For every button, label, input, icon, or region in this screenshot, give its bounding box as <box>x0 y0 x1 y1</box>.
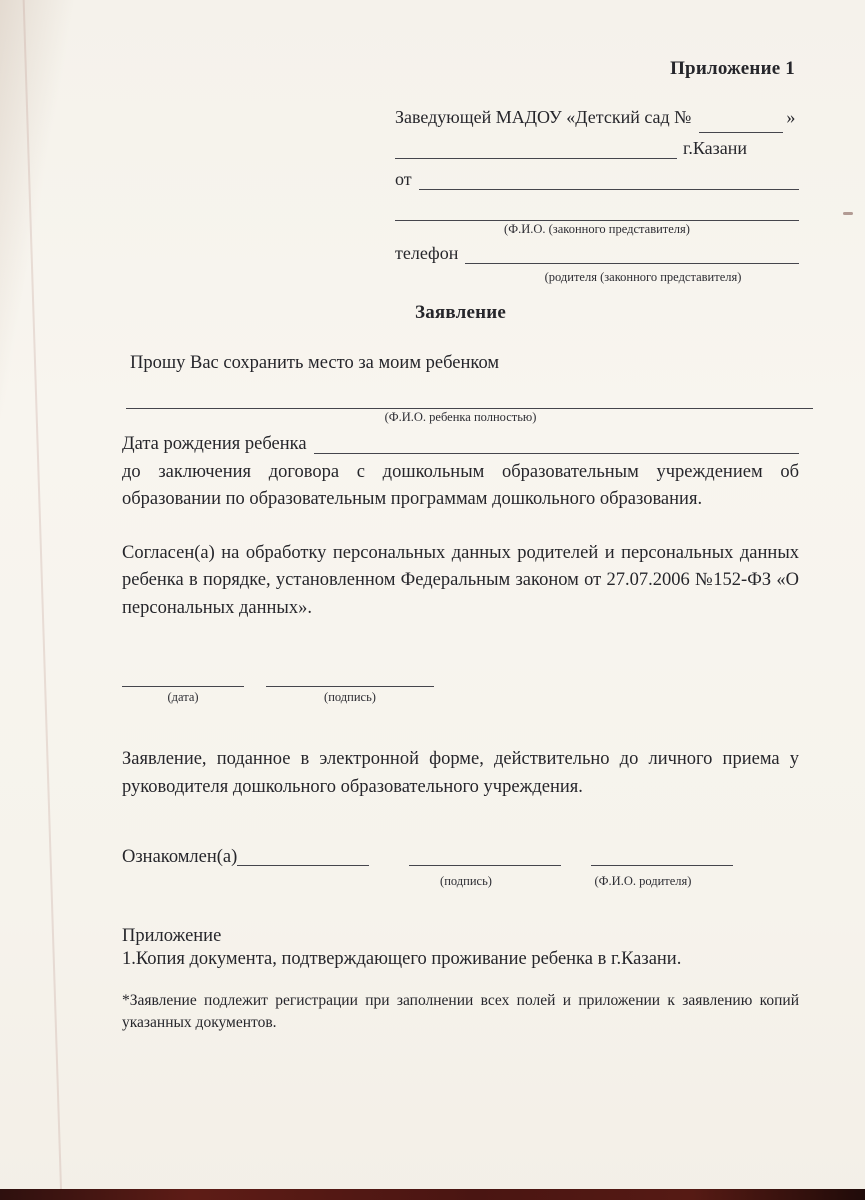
phone-label: телефон <box>395 243 459 263</box>
appendix-label: Приложение 1 <box>670 58 795 79</box>
date-caption: (дата) <box>167 690 199 704</box>
scan-edge-artifact <box>22 0 64 1200</box>
attachment-item: 1.Копия документа, подтверждающего проживание ребенка в г.Казани. <box>122 949 682 969</box>
applicant-fio-caption: (Ф.И.О. (законного представителя) <box>504 222 690 236</box>
birth-date-blank <box>314 448 799 454</box>
until-paragraph: до заключения договора с дошкольным образовательным учреждением об образовании по образовательным программам дошкольного образования. <box>122 461 799 509</box>
scan-dash-artifact <box>843 212 853 215</box>
addressee-block <box>395 102 799 286</box>
applicant-name-blank-1 <box>419 184 799 190</box>
ack-signature-blank <box>409 860 561 866</box>
kindergarten-name-blank <box>395 153 677 159</box>
electronic-paragraph: Заявление, поданное в электронной форме, действительно до личного приема у руководителя дошкольного образовательного учреждения. <box>122 749 799 797</box>
signature-captions-row <box>122 689 799 706</box>
applicant-name-blank-2 <box>395 195 799 221</box>
addressee-head-text: Заведующей МАДОУ «Детский сад № <box>395 107 692 127</box>
acknowledged-label: Ознакомлен(а) <box>122 847 238 867</box>
signature-blank <box>266 666 434 687</box>
consent-paragraph: Согласен(а) на обработку персональных данных родителей и персональных данных ребенка в порядке, установленном Федеральным законом от 27.07.2006 №152-ФЗ «О персональных данных». <box>122 542 799 618</box>
addressee-line-phone <box>395 238 799 269</box>
request-line: Прошу Вас сохранить место за моим ребенком <box>130 353 500 373</box>
addressee-head-closequote: » <box>786 107 796 127</box>
document-content <box>122 58 799 1034</box>
acknowledged-captions-row <box>390 873 799 890</box>
signature-row <box>122 666 799 687</box>
attachment-heading: Приложение <box>122 926 222 946</box>
from-label: от <box>395 169 412 189</box>
addressee-line-head <box>395 102 799 133</box>
document-title: Заявление <box>414 302 507 323</box>
child-fio-blank <box>126 384 813 409</box>
addressee-line-city <box>395 133 799 164</box>
ack-fio-caption: (Ф.И.О. родителя) <box>594 874 692 888</box>
city-label: г.Казани <box>683 138 747 158</box>
acknowledged-blank <box>237 860 369 866</box>
child-fio-caption: (Ф.И.О. ребенка полностью) <box>384 409 537 424</box>
birth-date-row <box>122 429 799 459</box>
phone-owner-caption: (родителя (законного представителя) <box>544 270 742 284</box>
ack-fio-blank <box>591 860 733 866</box>
acknowledged-row <box>122 843 799 871</box>
bottom-scan-strip <box>0 1189 865 1200</box>
ack-signature-caption: (подпись) <box>440 874 492 888</box>
signature-caption: (подпись) <box>324 690 376 704</box>
addressee-line-from <box>395 164 799 195</box>
registration-footnote: *Заявление подлежит регистрации при заполнении всех полей и приложении к заявлению копий указанных документов. <box>122 992 799 1031</box>
birth-date-label: Дата рождения ребенка <box>122 433 307 454</box>
date-blank <box>122 666 244 687</box>
phone-blank <box>465 258 799 264</box>
